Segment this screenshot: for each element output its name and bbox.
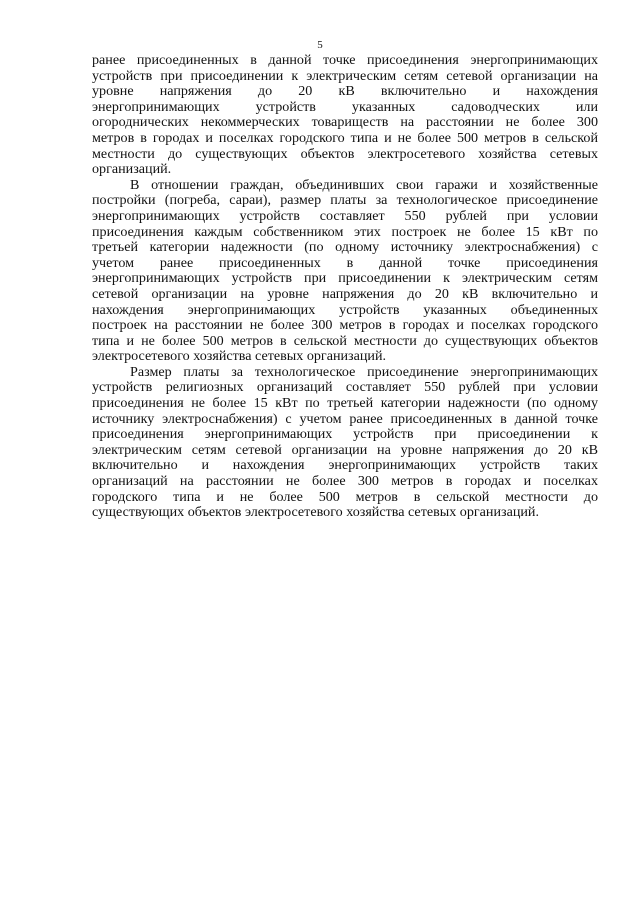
text-line: огороднических некоммерческих товариществ на расстоянии не более 300 [92,114,598,131]
text-line: присоединения энергопринимающих устройств при присоединении к [92,426,598,443]
text-line: энергопринимающих устройств указанных садоводческих или [92,98,598,115]
text-line: местности до существующих объектов электросетевого хозяйства сетевых [92,145,598,162]
text-line: третьей категории надежности (по одному источнику электроснабжения) с [92,239,598,256]
document-body [92,53,598,521]
text-line: построек на расстоянии не более 300 метров в городах и поселках городского [92,317,598,334]
text-line: энергопринимающих устройств составляет 550 рублей при условии [92,207,598,224]
text-line: нахождения энергопринимающих устройств указанных объединенных [92,301,598,318]
text-line: организаций. [92,161,172,178]
text-line: источнику электроснабжения) с учетом ранее присоединенных в данной точке [92,410,598,427]
text-line: организаций на расстоянии не более 300 метров в городах и поселках [92,473,598,490]
text-line: уровне напряжения до 20 кВ включительно и нахождения [92,83,598,100]
page-number: 5 [317,39,323,51]
text-line: типа и не более 500 метров в сельской местности до существующих объектов [92,332,598,349]
text-line: присоединения каждым собственником этих построек не более 15 кВт по [92,223,598,240]
text-line: городского типа и не более 500 метров в сельской местности до [92,488,598,505]
text-line: устройств при присоединении к электрическим сетям сетевой организации на [92,67,598,84]
text-line: учетом ранее присоединенных в данной точке присоединения [92,254,598,271]
text-line: электросетевого хозяйства сетевых организаций. [92,348,387,365]
text-line: метров в городах и поселках городского типа и не более 500 метров в сельской [92,129,598,146]
text-line: постройки (погреба, сараи), размер платы за технологическое присоединение [92,192,598,209]
text-line: ранее присоединенных в данной точке присоединения энергопринимающих [92,52,598,68]
text-line: включительно и нахождения энергопринимающих устройств таких [92,457,598,474]
text-line: присоединения не более 15 кВт по третьей категории надежности (по одному [92,395,598,412]
text-line: существующих объектов электросетевого хозяйства сетевых организаций. [92,504,539,521]
text-line: энергопринимающих устройств при присоединении к электрическим сетям [92,270,598,287]
text-line: сетевой организации на уровне напряжения до 20 кВ включительно и [92,285,598,302]
text-line: электрическим сетям сетевой организации на уровне напряжения до 20 кВ [92,441,598,458]
text-line: Размер платы за технологическое присоединение энергопринимающих [130,363,598,380]
paragraph-religious-organizations [92,365,598,521]
paragraph-gardening-associations [92,53,598,178]
text-line: В отношении граждан, объединивших свои гаражи и хозяйственные [130,176,598,193]
paragraph-garage-owners [92,178,598,365]
text-line: устройств религиозных организаций составляет 550 рублей при условии [92,379,598,396]
